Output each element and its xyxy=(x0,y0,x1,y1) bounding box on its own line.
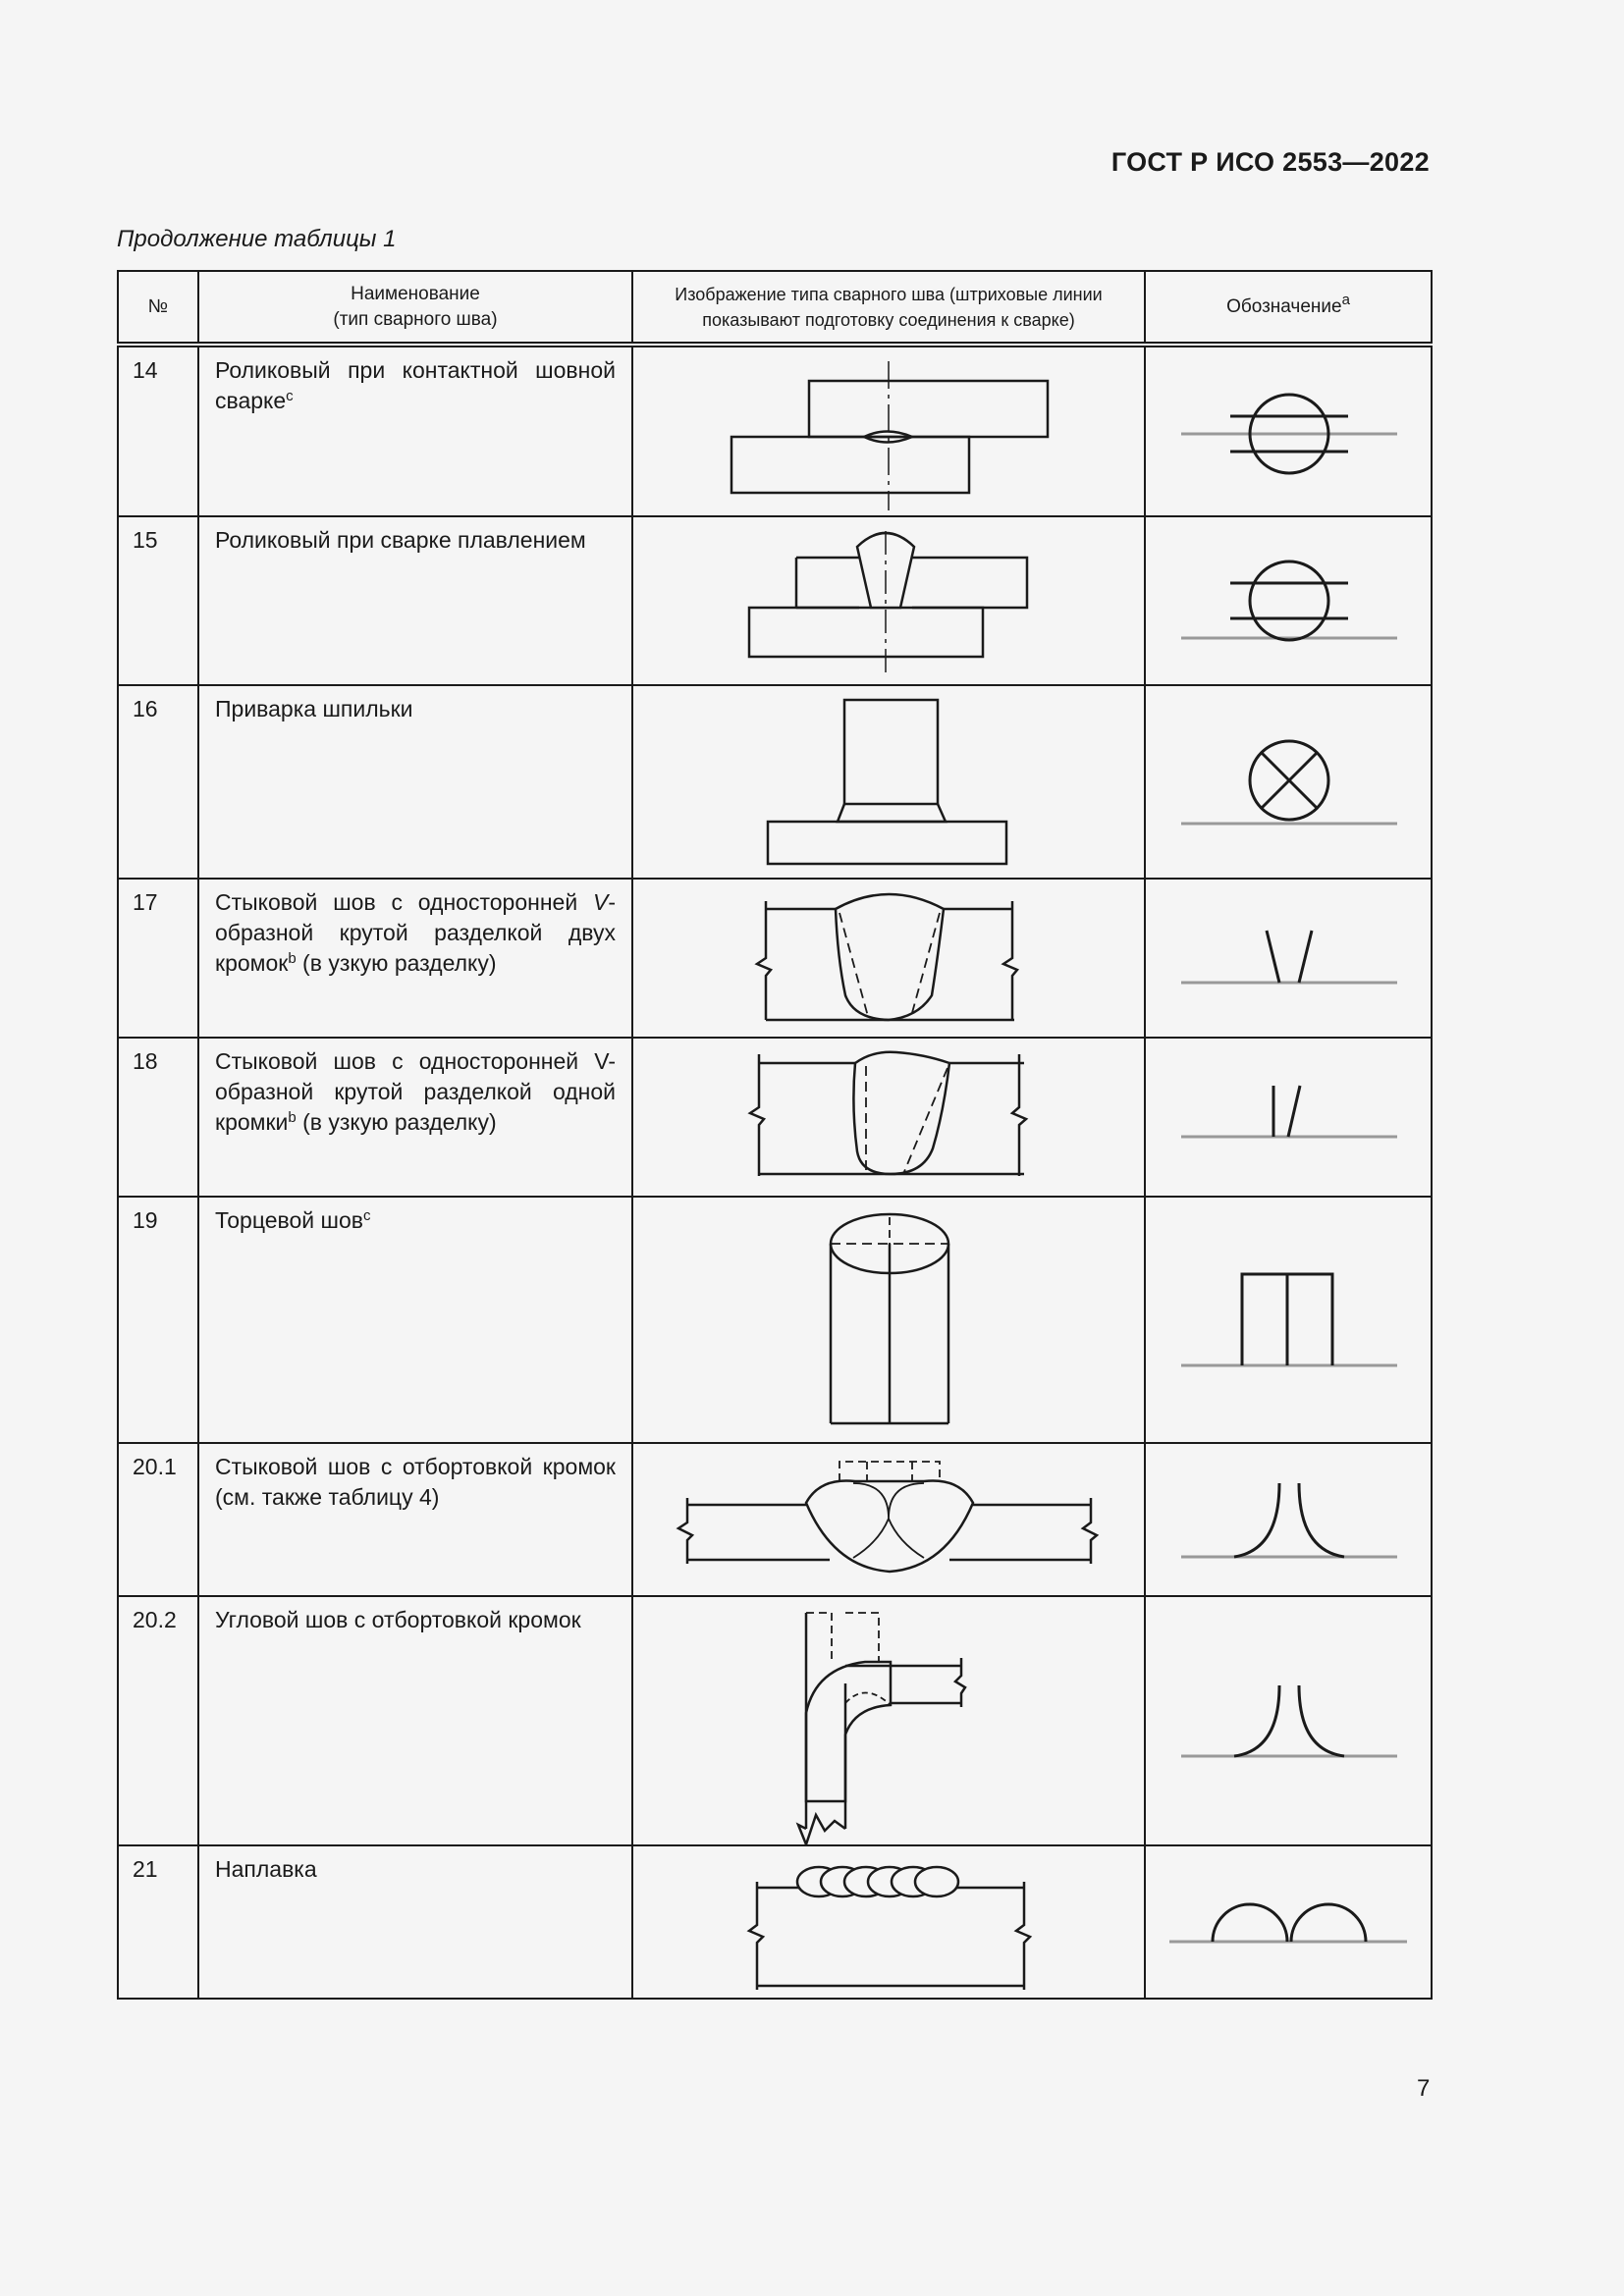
table-row xyxy=(118,345,1432,516)
table-row xyxy=(118,685,1432,879)
row-name: Угловой шов с отбортовкой кромок xyxy=(198,1596,632,1845)
row-number: 14 xyxy=(118,345,198,516)
edge-weld-illustration xyxy=(633,1198,1146,1444)
weld-symbol xyxy=(1145,516,1432,685)
row-number: 19 xyxy=(118,1197,198,1443)
row-number: 18 xyxy=(118,1038,198,1197)
row-number: 21 xyxy=(118,1845,198,1999)
row-name: Роликовый при сварке плавлением xyxy=(198,516,632,685)
row-name: Стыковой шов с отбортовкой кромок (см. также таблицу 4) xyxy=(198,1443,632,1596)
row-name: Стыковой шов с односторонней V-образной крутой разделкой одной кромки$^b$ (в узкую разделку) xyxy=(198,1038,632,1197)
steep-flanked-v-butt-symbol-icon xyxy=(1146,880,1433,1039)
row-number: 17 xyxy=(118,879,198,1038)
weld-illustration xyxy=(632,685,1145,879)
row-number: 20.1 xyxy=(118,1443,198,1596)
flare-v-butt-illustration xyxy=(633,1444,1146,1597)
flare-v-weld-symbol-icon xyxy=(1146,1444,1433,1597)
table-row xyxy=(118,1443,1432,1596)
row-number: 15 xyxy=(118,516,198,685)
table-row xyxy=(118,1845,1432,1999)
weld-symbol xyxy=(1145,879,1432,1038)
weld-symbol xyxy=(1145,345,1432,516)
weld-symbol xyxy=(1145,1845,1432,1999)
weld-types-table xyxy=(117,270,1433,2000)
weld-symbol xyxy=(1145,1038,1432,1197)
steep-bevel-butt-illustration xyxy=(633,1039,1146,1198)
weld-illustration xyxy=(632,1596,1145,1845)
flare-bevel-weld-illustration xyxy=(633,1597,1146,1846)
col-header-name: Наименование (тип сварного шва) xyxy=(198,271,632,345)
table-row xyxy=(118,516,1432,685)
table-row xyxy=(118,879,1432,1038)
stud-weld-symbol-icon xyxy=(1146,686,1433,880)
row-number: 20.2 xyxy=(118,1596,198,1845)
weld-symbol xyxy=(1145,685,1432,879)
weld-illustration xyxy=(632,1197,1145,1443)
table-caption: Продолжение таблицы 1 xyxy=(117,226,397,252)
stud-weld-illustration xyxy=(633,686,1146,880)
col-header-symbol: Обозначение$^a$ xyxy=(1145,271,1432,345)
weld-illustration xyxy=(632,879,1145,1038)
weld-symbol xyxy=(1145,1197,1432,1443)
seam-weld-fusion-illustration xyxy=(633,517,1146,686)
steep-v-butt-illustration xyxy=(633,880,1146,1039)
flare-bevel-weld-symbol-icon xyxy=(1146,1597,1433,1846)
seam-weld-symbol-icon xyxy=(1146,517,1433,686)
seam-weld-resistance-illustration xyxy=(633,347,1146,519)
weld-illustration xyxy=(632,516,1145,685)
table-row xyxy=(118,1038,1432,1197)
page-number: 7 xyxy=(1417,2075,1431,2102)
col-header-num: № xyxy=(118,271,198,345)
row-name: Роликовый при контактной шовной сварке$^c$ xyxy=(198,345,632,516)
table-row xyxy=(118,1596,1432,1845)
row-name: Приварка шпильки xyxy=(198,685,632,879)
edge-weld-symbol-icon xyxy=(1146,1198,1433,1444)
weld-symbol xyxy=(1145,1443,1432,1596)
row-name: Торцевой шов$^c$ xyxy=(198,1197,632,1443)
row-name: Стыковой шов с односторонней V-образной крутой разделкой двух кромок$^b$ (в узкую разделку) xyxy=(198,879,632,1038)
seam-weld-symbol-icon xyxy=(1146,347,1433,519)
col-header-image: Изображение типа сварного шва (штриховые линии показывают подготовку соединения к сварке) xyxy=(632,271,1145,345)
steep-flanked-bevel-butt-symbol-icon xyxy=(1146,1039,1433,1198)
table-row xyxy=(118,1197,1432,1443)
weld-illustration xyxy=(632,1845,1145,1999)
surfacing-illustration xyxy=(633,1846,1146,2000)
weld-illustration xyxy=(632,1443,1145,1596)
row-number: 16 xyxy=(118,685,198,879)
weld-illustration xyxy=(632,1038,1145,1197)
table-header-row xyxy=(118,271,1432,345)
weld-symbol xyxy=(1145,1596,1432,1845)
row-name: Наплавка xyxy=(198,1845,632,1999)
weld-illustration xyxy=(632,345,1145,516)
surfacing-symbol-icon xyxy=(1146,1846,1433,2000)
document-code: ГОСТ Р ИСО 2553—2022 xyxy=(1110,147,1430,177)
